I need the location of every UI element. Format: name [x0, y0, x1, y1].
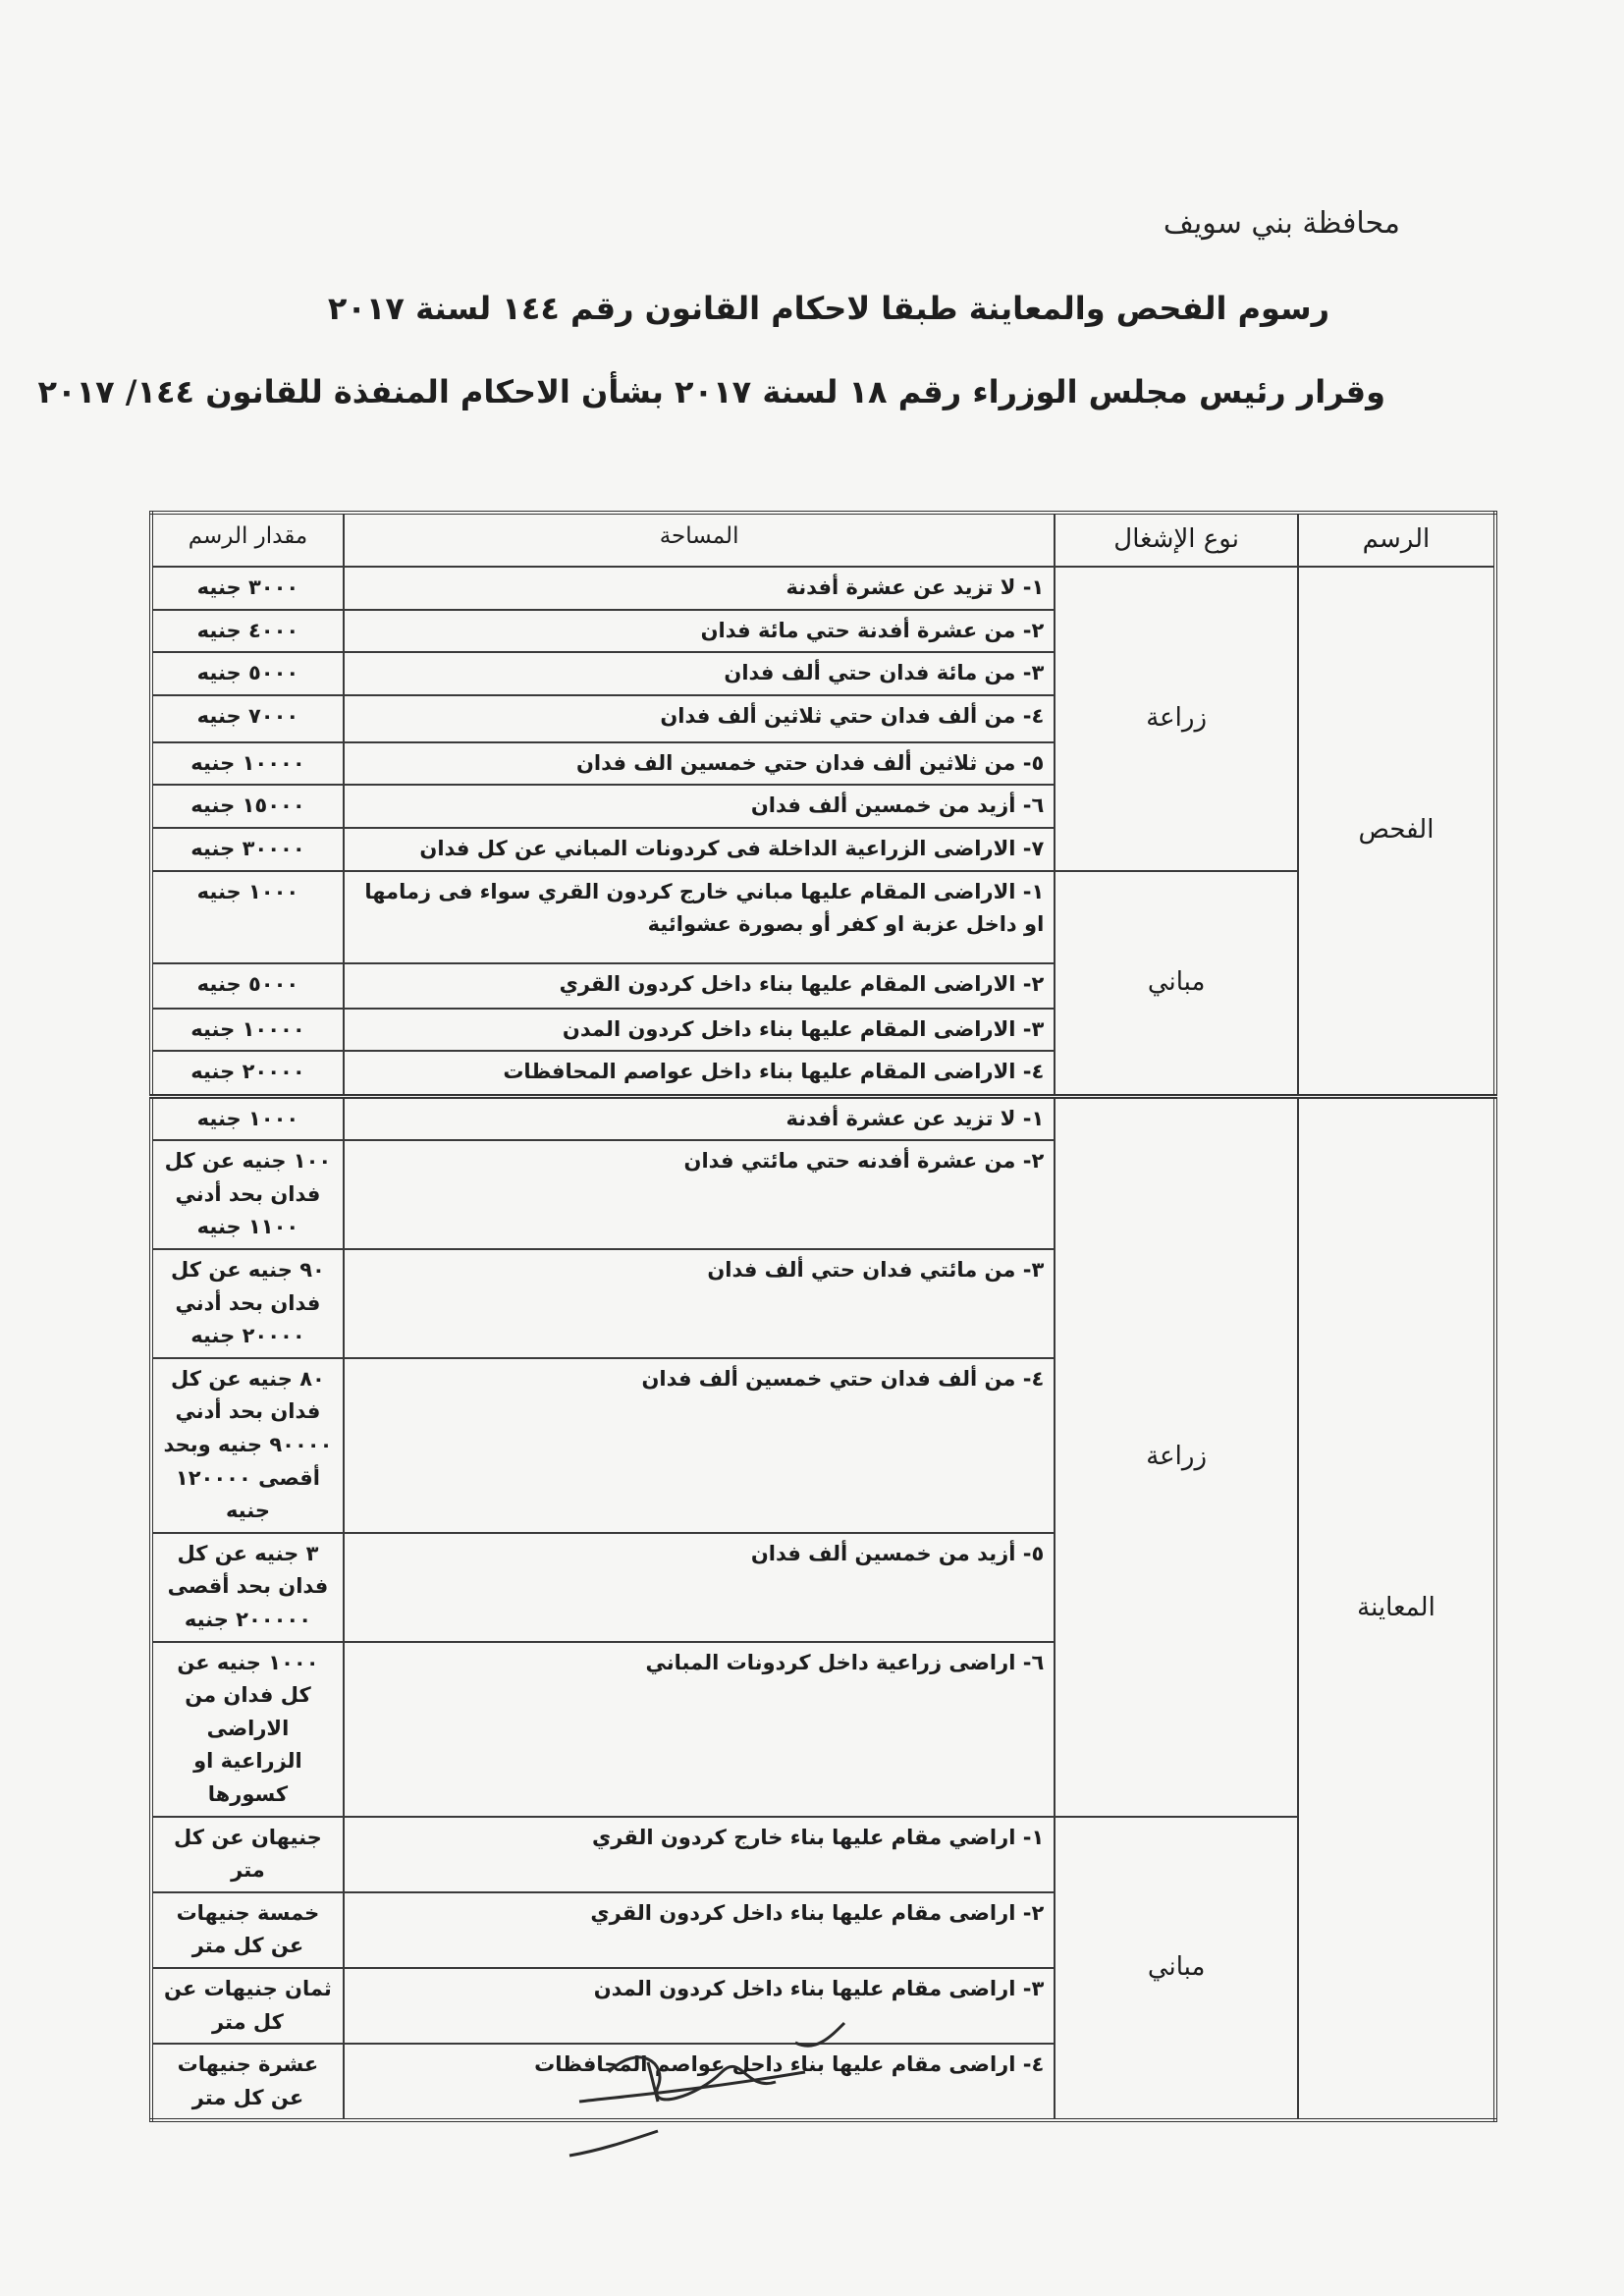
area-cell: ٦- أزيد من خمسين ألف فدان: [344, 785, 1055, 828]
fee-type-cell: المعاينة: [1298, 1096, 1495, 2120]
governorate-name: محافظة بني سويف: [1163, 206, 1400, 241]
table-row: [151, 871, 1495, 963]
fee-amount-cell: ١٠٠٠٠ جنيه: [151, 1009, 344, 1052]
fee-amount-cell: ٣ جنيه عن كل فدان بحد أقصى ٢٠٠٠٠٠ جنيه: [151, 1533, 344, 1642]
usage-type-cell: زراعة: [1055, 1096, 1298, 1816]
area-cell: ٣- من مائة فدان حتي ألف فدان: [344, 652, 1055, 695]
fee-amount-cell: ١٠٠٠ جنيه: [151, 1096, 344, 1140]
fee-amount-cell: ٣٠٠٠٠ جنيه: [151, 828, 344, 871]
area-cell: ١- لا تزيد عن عشرة أفدنة: [344, 567, 1055, 610]
table-row: [151, 1817, 1495, 1892]
area-cell: ٦- اراضى زراعية داخل كردونات المباني: [344, 1642, 1055, 1817]
handwritten-signature: [550, 2003, 864, 2180]
fee-amount-cell: ٥٠٠٠ جنيه: [151, 963, 344, 1009]
area-cell: ٥- من ثلاثين ألف فدان حتي خمسين الف فدان: [344, 742, 1055, 786]
table-row: [151, 1096, 1495, 1140]
header-area: المساحة: [344, 513, 1055, 567]
fee-type-cell: الفحص: [1298, 567, 1495, 1096]
fees-table-body: [151, 567, 1495, 2120]
fee-amount-cell: ٥٠٠٠ جنيه: [151, 652, 344, 695]
usage-type-cell: زراعة: [1055, 567, 1298, 871]
header-usage-type: نوع الإشغال: [1055, 513, 1298, 567]
table-header-row: [151, 513, 1495, 567]
area-cell: ٤- من ألف فدان حتي ثلاثين ألف فدان: [344, 695, 1055, 742]
area-cell: ٥- أزيد من خمسين ألف فدان: [344, 1533, 1055, 1642]
fee-amount-cell: ١٠٠ جنيه عن كل فدان بحد أدني ١١٠٠ جنيه: [151, 1140, 344, 1249]
document-title-line-1: رسوم الفحص والمعاينة طبقا لاحكام القانون رقم ١٤٤ لسنة ٢٠١٧: [327, 290, 1329, 327]
fee-amount-cell: ١٥٠٠٠ جنيه: [151, 785, 344, 828]
document-title-line-2: وقرار رئيس مجلس الوزراء رقم ١٨ لسنة ٢٠١٧ بشأن الاحكام المنفذة للقانون ١٤٤/ ٢٠١٧: [37, 373, 1385, 410]
area-cell: ٢- اراضى مقام عليها بناء داخل كردون القري: [344, 1892, 1055, 1968]
fee-amount-cell: ١٠٠٠٠ جنيه: [151, 742, 344, 786]
area-cell: ٣- من مائتي فدان حتي ألف فدان: [344, 1249, 1055, 1358]
area-cell: ١- الاراضى المقام عليها مباني خارج كردون القري سواء فى زمامها او داخل عزبة او كفر أو بصورة عشوائية: [344, 871, 1055, 963]
usage-type-cell: مباني: [1055, 871, 1298, 1097]
area-cell: ٧- الاراضى الزراعية الداخلة فى كردونات المباني عن كل فدان: [344, 828, 1055, 871]
fee-amount-cell: ٩٠ جنيه عن كل فدان بحد أدني ٢٠٠٠٠ جنيه: [151, 1249, 344, 1358]
fee-amount-cell: ثمان جنيهات عن كل متر: [151, 1968, 344, 2044]
fee-amount-cell: ٤٠٠٠ جنيه: [151, 610, 344, 653]
fee-amount-cell: ١٠٠٠ جنيه عن كل فدان من الاراضى الزراعية او كسورها: [151, 1642, 344, 1817]
fee-amount-cell: ٣٠٠٠ جنيه: [151, 567, 344, 610]
fee-amount-cell: ٧٠٠٠ جنيه: [151, 695, 344, 742]
area-cell: ٢- من عشرة أفدنه حتي مائتي فدان: [344, 1140, 1055, 1249]
area-cell: ٢- الاراضى المقام عليها بناء داخل كردون القري: [344, 963, 1055, 1009]
area-cell: ٤- اراضى مقام عليها بناء داحل عواصم المحافظات: [344, 2044, 1055, 2120]
fee-amount-cell: ٢٠٠٠٠ جنيه: [151, 1051, 344, 1096]
fee-amount-cell: ٨٠ جنيه عن كل فدان بحد أدني ٩٠٠٠٠ جنيه وبحد أقصى ١٢٠٠٠٠ جنيه: [151, 1358, 344, 1533]
area-cell: ٣- الاراضى المقام عليها بناء داخل كردون المدن: [344, 1009, 1055, 1052]
table-row: [151, 567, 1495, 610]
header-fee-amount: مقدار الرسم: [151, 513, 344, 567]
fee-amount-cell: ١٠٠٠ جنيه: [151, 871, 344, 963]
fees-table: [149, 511, 1497, 2122]
usage-type-cell: مباني: [1055, 1817, 1298, 2121]
area-cell: ٤- الاراضى المقام عليها بناء داخل عواصم المحافظات: [344, 1051, 1055, 1096]
area-cell: ١- لا تزيد عن عشرة أفدنة: [344, 1096, 1055, 1140]
header-fee-type: الرسم: [1298, 513, 1495, 567]
area-cell: ٢- من عشرة أفدنة حتي مائة فدان: [344, 610, 1055, 653]
area-cell: ١- اراضي مقام عليها بناء خارج كردون القري: [344, 1817, 1055, 1892]
fee-amount-cell: جنيهان عن كل متر: [151, 1817, 344, 1892]
fee-amount-cell: خمسة جنيهات عن كل متر: [151, 1892, 344, 1968]
area-cell: ٤- من ألف فدان حتي خمسين ألف فدان: [344, 1358, 1055, 1533]
area-cell: ٣- اراضى مقام عليها بناء داخل كردون المدن: [344, 1968, 1055, 2044]
fee-amount-cell: عشرة جنيهات عن كل متر: [151, 2044, 344, 2120]
